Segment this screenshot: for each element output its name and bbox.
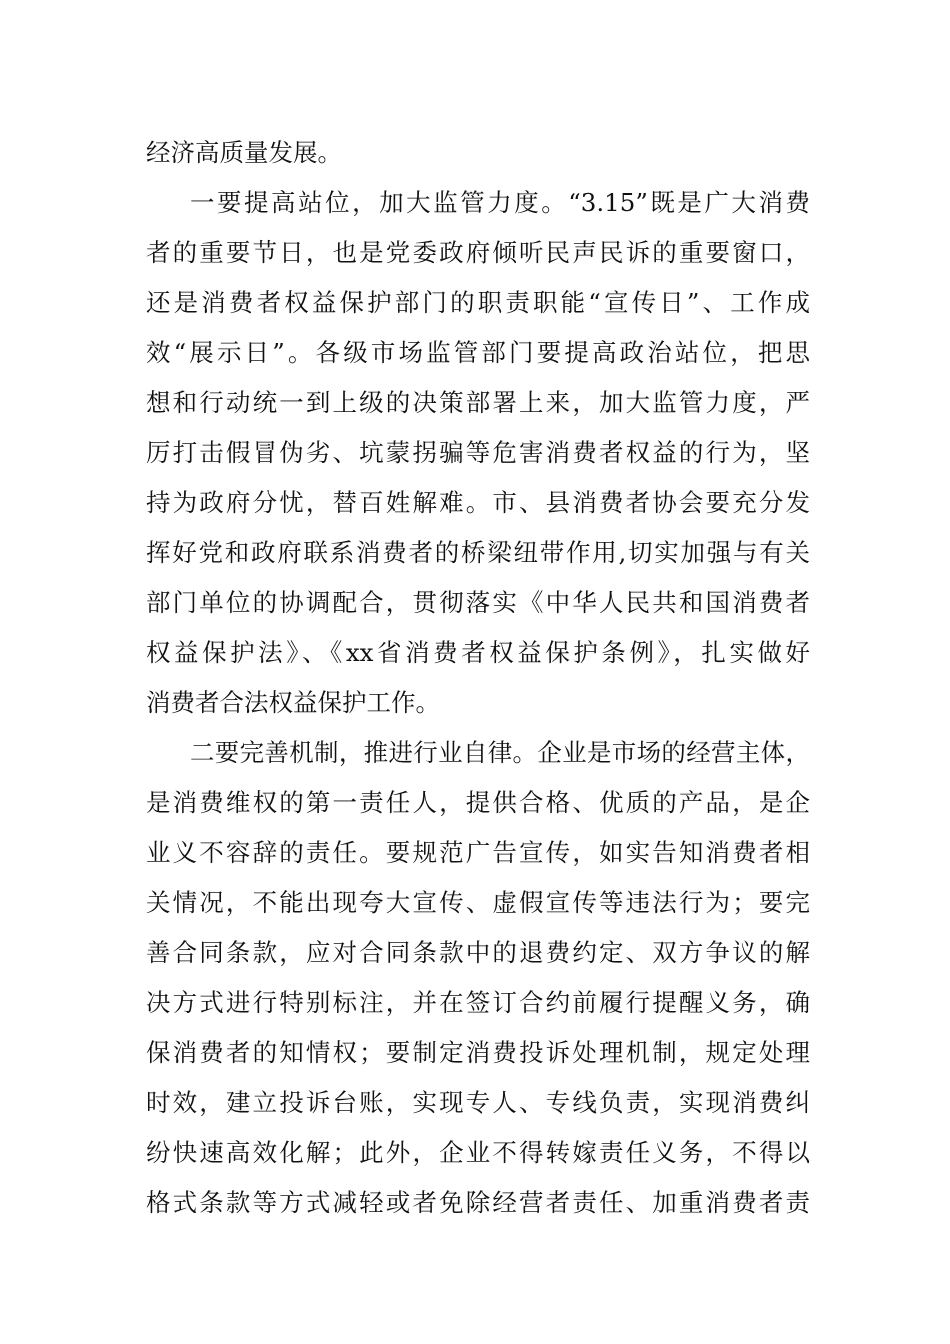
text-line: 业义不容辞的责任。要规范广告宣传，如实告知消费者相 bbox=[146, 838, 810, 867]
paragraph-first-line: 二要完善机制，推进行业自律。企业是市场的经营主体， bbox=[190, 738, 810, 767]
text-line: 格式条款等方式减轻或者免除经营者责任、加重消费者责 bbox=[146, 1188, 810, 1217]
text-line: 部门单位的协调配合，贯彻落实《中华人民共和国消费者 bbox=[146, 588, 810, 617]
text-line: 纷快速高效化解；此外，企业不得转嫁责任义务，不得以 bbox=[146, 1138, 810, 1167]
text-line: 经济高质量发展。 bbox=[146, 138, 342, 167]
text-line: 是消费维权的第一责任人，提供合格、优质的产品，是企 bbox=[146, 788, 810, 817]
text-line: 持为政府分忧，替百姓解难。市、县消费者协会要充分发 bbox=[146, 488, 810, 517]
text-line: 时效，建立投诉台账，实现专人、专线负责，实现消费纠 bbox=[146, 1088, 810, 1117]
text-line: 挥好党和政府联系消费者的桥梁纽带作用,切实加强与有关 bbox=[146, 538, 810, 567]
text-line: 权益保护法》、《xx省消费者权益保护条例》，扎实做好 bbox=[146, 638, 810, 667]
text-line: 还是消费者权益保护部门的职责职能“宣传日”、工作成 bbox=[146, 288, 810, 317]
body-text bbox=[146, 128, 810, 1228]
text-line: 善合同条款，应对合同条款中的退费约定、双方争议的解 bbox=[146, 938, 810, 967]
text-line: 关情况，不能出现夸大宣传、虚假宣传等违法行为；要完 bbox=[146, 888, 810, 917]
text-line: 决方式进行特别标注，并在签订合约前履行提醒义务，确 bbox=[146, 988, 810, 1017]
text-line: 消费者合法权益保护工作。 bbox=[146, 688, 440, 717]
paragraph-first-line: 一要提高站位，加大监管力度。“3.15”既是广大消费 bbox=[190, 188, 810, 217]
text-line: 保消费者的知情权；要制定消费投诉处理机制，规定处理 bbox=[146, 1038, 810, 1067]
text-line: 效“展示日”。各级市场监管部门要提高政治站位，把思 bbox=[146, 338, 810, 367]
text-line: 想和行动统一到上级的决策部署上来，加大监管力度，严 bbox=[146, 388, 810, 417]
text-line: 厉打击假冒伪劣、坑蒙拐骗等危害消费者权益的行为，坚 bbox=[146, 438, 810, 467]
text-line: 者的重要节日，也是党委政府倾听民声民诉的重要窗口， bbox=[146, 238, 810, 267]
